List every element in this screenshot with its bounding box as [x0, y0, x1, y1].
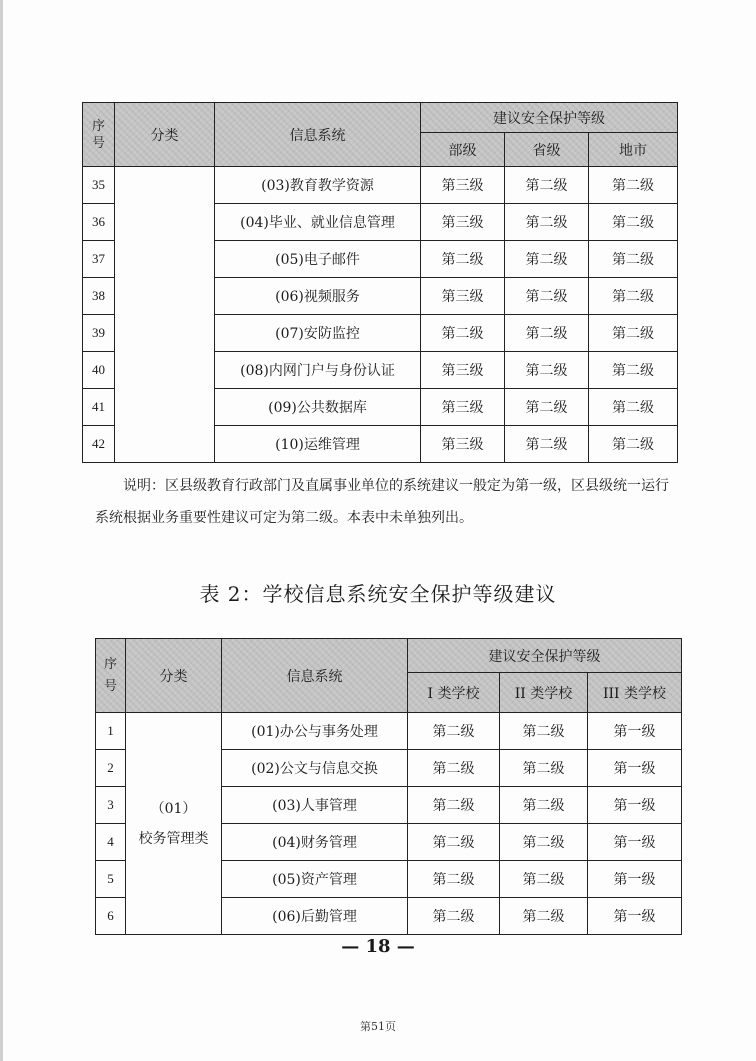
- system-name: (05)资产管理: [222, 861, 408, 898]
- level-cell: 第一级: [588, 713, 682, 750]
- system-name: (09)公共数据库: [215, 389, 421, 426]
- header-system: 信息系统: [215, 103, 421, 167]
- page-number: — 18 —: [341, 936, 415, 957]
- category-cell: [126, 713, 222, 935]
- header-level-col: 省级: [505, 133, 589, 167]
- table-2-caption: 表 2：学校信息系统安全保护等级建议: [199, 582, 557, 606]
- system-name: (01)办公与事务处理: [222, 713, 408, 750]
- level-cell: 第二级: [505, 352, 589, 389]
- row-number: 1: [96, 713, 126, 750]
- row-number: 37: [83, 241, 115, 278]
- system-name: (08)内网门户与身份认证: [215, 352, 421, 389]
- system-name: (03)人事管理: [222, 787, 408, 824]
- level-cell: 第一级: [588, 824, 682, 861]
- system-name: (06)视频服务: [215, 278, 421, 315]
- level-cell: 第一级: [588, 750, 682, 787]
- level-cell: 第二级: [505, 315, 589, 352]
- level-cell: 第二级: [421, 241, 505, 278]
- page-edge: [0, 0, 3, 1061]
- level-cell: 第二级: [589, 315, 678, 352]
- level-cell: 第二级: [500, 898, 588, 935]
- category-cell-empty: [115, 167, 215, 463]
- table-2: [95, 638, 682, 935]
- row-number: 35: [83, 167, 115, 204]
- level-cell: 第二级: [500, 824, 588, 861]
- level-cell: 第二级: [500, 787, 588, 824]
- level-cell: 第三级: [421, 426, 505, 463]
- system-name: (04)财务管理: [222, 824, 408, 861]
- row-number: 6: [96, 898, 126, 935]
- level-cell: 第二级: [408, 750, 500, 787]
- level-cell: 第一级: [588, 861, 682, 898]
- level-cell: 第二级: [500, 750, 588, 787]
- row-number: 40: [83, 352, 115, 389]
- row-number: 4: [96, 824, 126, 861]
- category-name: 校务管理类: [138, 830, 209, 847]
- level-cell: 第二级: [505, 389, 589, 426]
- system-name: (05)电子邮件: [215, 241, 421, 278]
- level-cell: 第二级: [500, 861, 588, 898]
- row-number: 41: [83, 389, 115, 426]
- row-number: 38: [83, 278, 115, 315]
- header-level-col: III 类学校: [588, 673, 682, 713]
- header-level-col: 地市: [589, 133, 678, 167]
- level-cell: 第二级: [505, 167, 589, 204]
- row-number: 5: [96, 861, 126, 898]
- header-level-col: I 类学校: [408, 673, 500, 713]
- header-seq: 序号: [96, 639, 126, 713]
- table-row: [96, 713, 682, 750]
- table-row: [83, 167, 678, 204]
- level-cell: 第二级: [589, 426, 678, 463]
- level-cell: 第二级: [408, 861, 500, 898]
- level-cell: 第三级: [421, 167, 505, 204]
- level-cell: 第三级: [421, 204, 505, 241]
- row-number: 3: [96, 787, 126, 824]
- header-system: 信息系统: [222, 639, 408, 713]
- category-code: （01）: [150, 800, 197, 817]
- level-cell: 第二级: [500, 713, 588, 750]
- level-cell: 第二级: [408, 787, 500, 824]
- level-cell: 第二级: [421, 315, 505, 352]
- level-cell: 第二级: [589, 352, 678, 389]
- level-cell: 第二级: [589, 167, 678, 204]
- row-number: 2: [96, 750, 126, 787]
- header-category: 分类: [115, 103, 215, 167]
- level-cell: 第二级: [505, 278, 589, 315]
- system-name: (10)运维管理: [215, 426, 421, 463]
- level-cell: 第二级: [589, 278, 678, 315]
- system-name: (07)安防监控: [215, 315, 421, 352]
- level-cell: 第二级: [589, 241, 678, 278]
- table-1: [82, 102, 678, 463]
- level-cell: 第三级: [421, 352, 505, 389]
- system-name: (04)毕业、就业信息管理: [215, 204, 421, 241]
- system-name: (02)公文与信息交换: [222, 750, 408, 787]
- footer-page-label: 第51页: [360, 1020, 396, 1033]
- system-name: (06)后勤管理: [222, 898, 408, 935]
- level-cell: 第一级: [588, 898, 682, 935]
- row-number: 42: [83, 426, 115, 463]
- level-cell: 第二级: [589, 389, 678, 426]
- level-cell: 第三级: [421, 389, 505, 426]
- level-cell: 第二级: [408, 713, 500, 750]
- header-level-group: 建议安全保护等级: [408, 639, 682, 673]
- level-cell: 第二级: [408, 824, 500, 861]
- level-cell: 第二级: [589, 204, 678, 241]
- row-number: 39: [83, 315, 115, 352]
- level-cell: 第三级: [421, 278, 505, 315]
- system-name: (03)教育教学资源: [215, 167, 421, 204]
- header-level-col: II 类学校: [500, 673, 588, 713]
- header-level-col: 部级: [421, 133, 505, 167]
- level-cell: 第一级: [588, 787, 682, 824]
- level-cell: 第二级: [505, 426, 589, 463]
- row-number: 36: [83, 204, 115, 241]
- header-category: 分类: [126, 639, 222, 713]
- level-cell: 第二级: [505, 204, 589, 241]
- level-cell: 第二级: [408, 898, 500, 935]
- level-cell: 第二级: [505, 241, 589, 278]
- header-level-group: 建议安全保护等级: [421, 103, 678, 133]
- note-paragraph: 说明：区县级教育行政部门及直属事业单位的系统建议一般定为第一级，区县级统一运行系统根据业务重要性建议可定为第二级。本表中未单独列出。: [95, 478, 669, 526]
- header-seq: 序号: [83, 103, 115, 167]
